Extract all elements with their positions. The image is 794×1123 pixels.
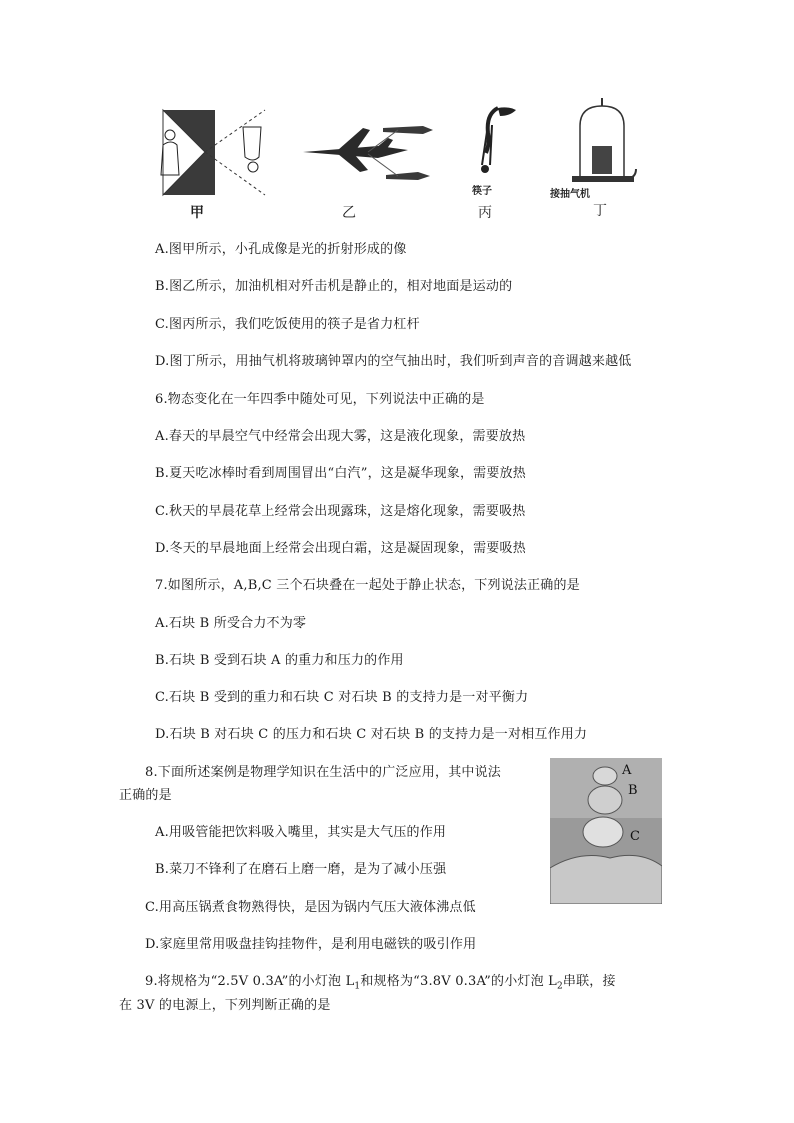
q8-option-a: A.用吸管能把饮料吸入嘴里，其实是大气压的作用 [155, 825, 447, 840]
caption-yi: 乙 [342, 205, 356, 221]
q7-stem: 7.如图所示，A,B,C 三个石块叠在一起处于静止状态，下列说法正确的是 [155, 578, 580, 593]
q5-option-b: B.图乙所示，加油机相对歼击机是静止的，相对地面是运动的 [155, 279, 513, 294]
q9-sub-2: 2 [556, 981, 563, 992]
q9-sub-1: 1 [354, 981, 361, 992]
chopstick-label: 筷子 [472, 186, 492, 197]
q9-line1 [145, 970, 616, 992]
q5-option-a: A.图甲所示，小孔成像是光的折射形成的像 [155, 242, 407, 257]
q7-option-c: C.石块 B 受到的重力和石块 C 对石块 B 的支持力是一对平衡力 [155, 690, 529, 705]
caption-jia: 甲 [190, 205, 204, 221]
q9-line1-part-a: 9.将规格为“2.5V 0.3A”的小灯泡 L [145, 974, 355, 989]
q7-option-a: A.石块 B 所受合力不为零 [155, 616, 307, 631]
q6-option-d: D.冬天的早晨地面上经常会出现白霜，这是凝固现象，需要吸热 [155, 541, 526, 556]
figure-bing-chopsticks [468, 103, 528, 183]
photo-label-b: B [628, 783, 638, 798]
stone-stack-photo [550, 758, 662, 904]
figure-yi-aircraft [298, 110, 438, 195]
q8-stem-line2: 正确的是 [119, 788, 172, 803]
figure-jia-pinhole [145, 105, 295, 200]
q6-option-b: B.夏天吃冰棒时看到周围冒出“白汽”，这是凝华现象，需要放热 [155, 466, 526, 481]
q9-line1-part-b: 和规格为“3.8V 0.3A”的小灯泡 L [360, 974, 557, 989]
figure-ding-belljar [562, 96, 642, 191]
q6-stem: 6.物态变化在一年四季中随处可见，下列说法中正确的是 [155, 392, 485, 407]
caption-ding: 丁 [593, 203, 607, 219]
q9-line2: 在 3V 的电源上，下列判断正确的是 [119, 998, 331, 1013]
q8-option-d: D.家庭里常用吸盘挂钩挂物件，是利用电磁铁的吸引作用 [145, 937, 477, 952]
photo-label-a: A [622, 763, 632, 778]
q7-option-d: D.石块 B 对石块 C 的压力和石块 C 对石块 B 的支持力是一对相互作用力 [155, 727, 588, 742]
q6-option-a: A.春天的早晨空气中经常会出现大雾，这是液化现象，需要放热 [155, 429, 526, 444]
photo-label-c: C [630, 829, 640, 844]
caption-bing: 丙 [478, 205, 492, 221]
pump-label: 接抽气机 [550, 189, 590, 200]
q8-stem-line1: 8.下面所述案例是物理学知识在生活中的广泛应用，其中说法 [145, 765, 502, 780]
q5-option-c: C.图丙所示，我们吃饭使用的筷子是省力杠杆 [155, 317, 420, 332]
q5-option-d: D.图丁所示，用抽气机将玻璃钟罩内的空气抽出时，我们听到声音的音调越来越低 [155, 354, 632, 369]
q7-option-b: B.石块 B 受到石块 A 的重力和压力的作用 [155, 653, 404, 668]
q9-line1-part-c: 串联，接 [562, 974, 616, 989]
q6-option-c: C.秋天的早晨花草上经常会出现露珠，这是熔化现象，需要吸热 [155, 504, 526, 519]
q8-option-b: B.菜刀不锋利了在磨石上磨一磨，是为了减小压强 [155, 862, 447, 877]
q8-option-c: C.用高压锅煮食物熟得快，是因为锅内气压大液体沸点低 [145, 900, 476, 915]
